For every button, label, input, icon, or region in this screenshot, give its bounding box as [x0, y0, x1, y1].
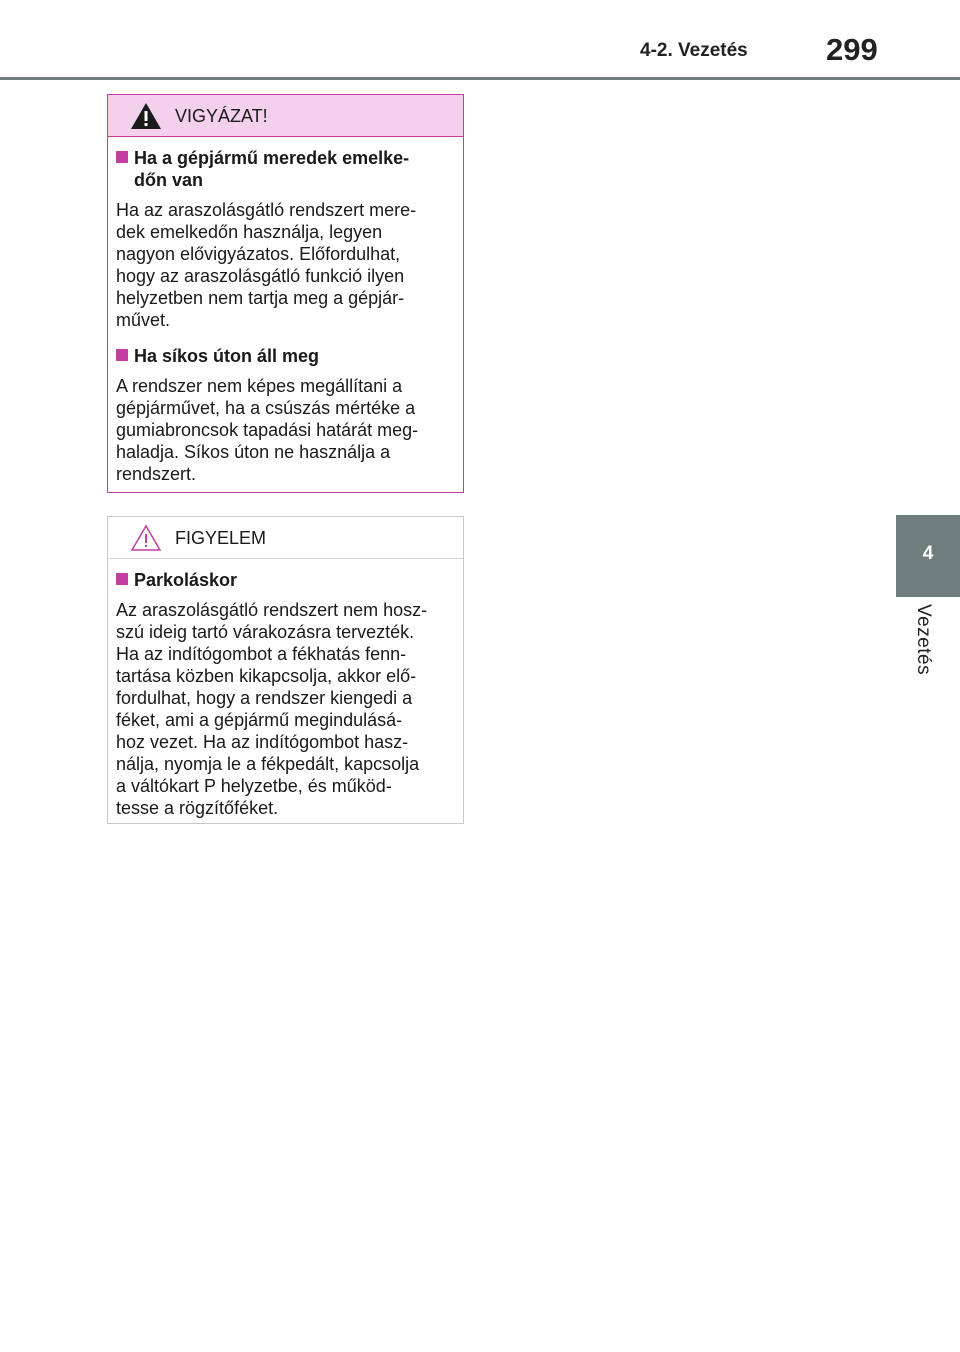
- caution-item-heading: [116, 147, 449, 191]
- notice-header: [108, 517, 463, 559]
- notice-item-heading: [116, 569, 449, 591]
- caution-box: [107, 94, 464, 493]
- notice-item-text: Az araszolásgátló rendszert nem hosz- szú ideig tartó várakozásra tervezték. Ha az indítógombot a fékhatás fenn- tartása közben kikapcsolja, akkor elő- fordulhat, hogy a rendszer kiengedi a féket, ami a gépjármű megindulásá- hoz vezet. Ha az indítógombot hasz- nálja, nyomja le a fékpedált, kapcsolja a váltókart P helyzetbe, és működ- tesse a rögzítőféket.: [116, 600, 428, 818]
- warning-triangle-icon: [130, 101, 162, 131]
- caution-body: [108, 137, 463, 485]
- chapter-name-vertical: Vezetés: [913, 604, 934, 676]
- caution-item-text: Ha az araszolásgátló rendszert mere- dek emelkedőn használja, legyen nagyon elővigyázatos. Előfordulhat, hogy az araszolásgátló funkció ilyen helyzetben nem tartja meg a gépjár- művet.: [116, 200, 417, 330]
- caution-header: [108, 95, 463, 137]
- page-number: 299: [826, 32, 878, 67]
- chapter-number: 4: [922, 543, 934, 564]
- caution-item-heading: [116, 345, 449, 367]
- caution-item-heading-text: Ha síkos úton áll meg: [134, 346, 320, 366]
- caution-title: VIGYÁZAT!: [175, 106, 268, 126]
- notice-body: [108, 559, 463, 819]
- caution-item-text: A rendszer nem képes megállítani a gépjárművet, ha a csúszás mértéke a gumiabroncsok tapadási határát meg- haladja. Síkos úton ne használja a rendszert.: [116, 376, 419, 484]
- bullet-square-icon: [116, 349, 128, 361]
- chapter-tab: [896, 515, 960, 597]
- caution-item-heading-text: Ha a gépjármű meredek emelke- dőn van: [134, 148, 410, 190]
- notice-box: [107, 516, 464, 824]
- header-rule: [0, 77, 960, 80]
- bullet-square-icon: [116, 573, 128, 585]
- bullet-square-icon: [116, 151, 128, 163]
- notice-item-heading-text: Parkoláskor: [134, 570, 238, 590]
- section-title: 4-2. Vezetés: [640, 40, 748, 61]
- notice-title: FIGYELEM: [175, 528, 267, 548]
- warning-triangle-outline-icon: [130, 523, 162, 553]
